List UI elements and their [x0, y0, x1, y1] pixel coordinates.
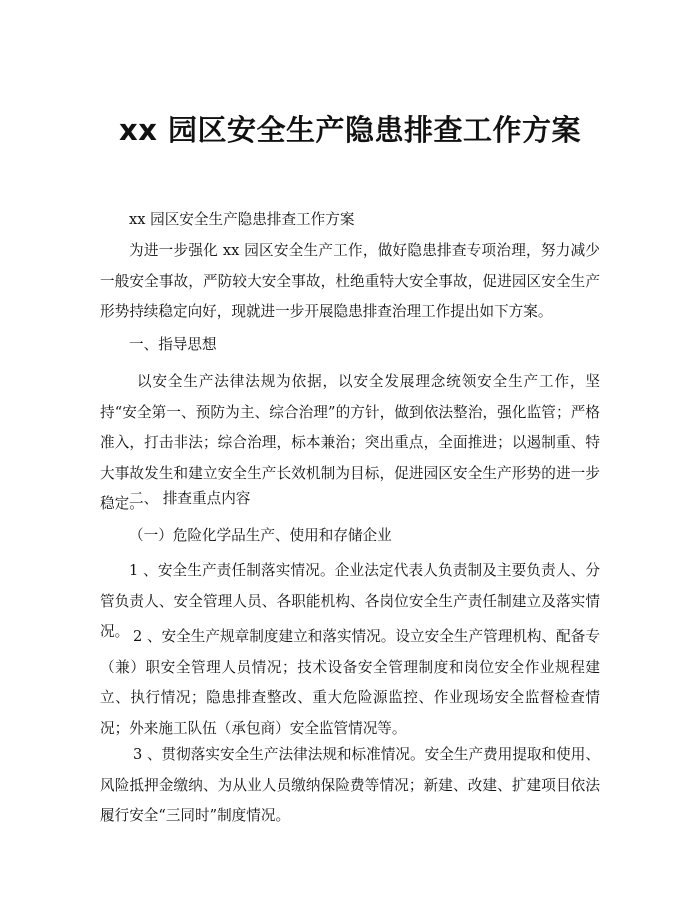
intro-paragraph: 为进一步强化 xx 园区安全生产工作，做好隐患排查专项治理，努力减少一般安全事故，严防较大安全事故，杜绝重特大安全事故，促进园区安全生产形势持续稳定向好，现就进一步开展隐患排查治理工作提出如下方案。: [100, 242, 600, 320]
subsection-heading-hazardous-chemicals: （一）危险化学品生产、使用和存储企业: [129, 527, 392, 544]
list-item-responsibility-system: 1 、安全生产责任制落实情况。企业法定代表人负责制及主要负责人、分管负责人、安全管理人员、各职能机构、各岗位安全生产责任制建立及落实情况。: [100, 562, 600, 640]
list-item-rules-and-regulations: 2 、安全生产规章制度建立和落实情况。设立安全生产管理机构、配备专（兼）职安全管理人员情况；技术设备安全管理制度和岗位安全作业规程建立、执行情况；隐患排查整改、重大危险源监控、作业现场安全监督检查情况；外来施工队伍（承包商）安全监管情况等。: [100, 628, 600, 737]
guiding-ideology-paragraph: 以安全生产法律法规为依据，以安全发展理念统领安全生产工作，坚持“安全第一、预防为主、综合治理”的方针，做到依法整治，强化监管；严格准入，打击非法；综合治理，标本兼治；突出重点，全面推进；以遏制重、特大事故发生和建立安全生产长效机制为目标，促进园区安全生产形势的进一步稳定。: [100, 373, 600, 512]
document-subtitle: xx 园区安全生产隐患排查工作方案: [129, 211, 355, 228]
document-title: xx 园区安全生产隐患排查工作方案: [118, 113, 581, 147]
list-item-laws-and-standards: 3 、贯彻落实安全生产法律法规和标准情况。安全生产费用提取和使用、风险抵押金缴纳、为从业人员缴纳保险费等情况；新建、改建、扩建项目依法履行安全“三同时”制度情况。: [100, 746, 600, 824]
section-heading-guiding-ideology: 一、指导思想: [129, 336, 217, 353]
section-heading-inspection-focus: 二、 排查重点内容: [129, 490, 251, 507]
